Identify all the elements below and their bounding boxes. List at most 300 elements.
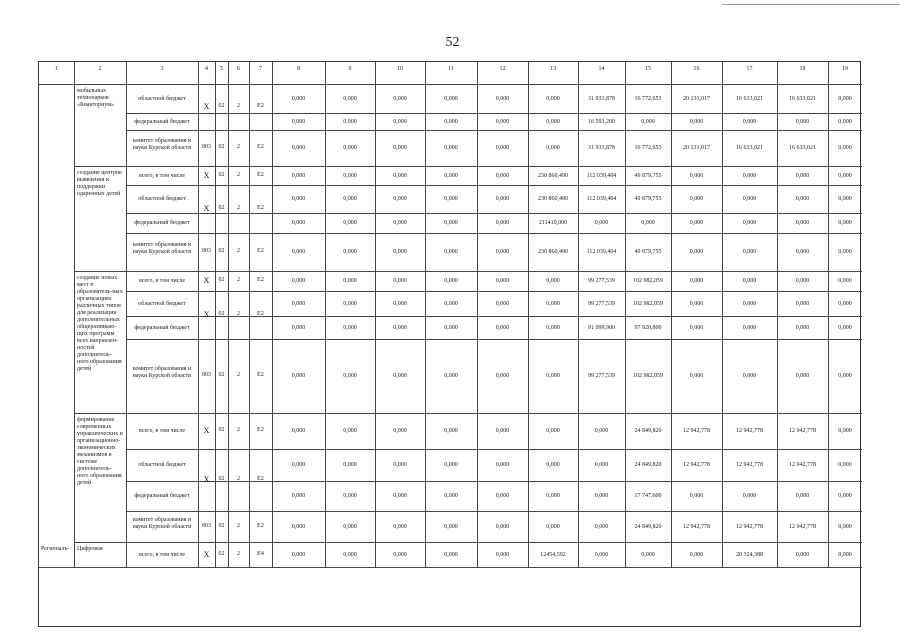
code-02: 02 <box>218 311 225 317</box>
grid-vline <box>272 62 273 84</box>
grid-vline <box>578 84 579 166</box>
grid-vline <box>126 166 127 271</box>
grid-vline <box>625 62 626 84</box>
grid-vline <box>425 62 426 84</box>
x-mark: Х <box>203 475 210 484</box>
grid-hline <box>198 449 272 450</box>
value-cell: 0,000 <box>393 551 407 558</box>
value-cell: 99 277,539 <box>588 278 615 284</box>
grid-vline <box>198 84 199 166</box>
grid-vline <box>272 84 273 166</box>
grid-vline <box>215 185 216 233</box>
grid-vline <box>74 84 75 166</box>
value-cell: 0,000 <box>343 172 357 179</box>
value-cell: 0,000 <box>291 278 306 284</box>
value-cell: 0,000 <box>495 118 510 125</box>
value-cell: 0,000 <box>594 493 609 499</box>
value-cell: 0,000 <box>495 462 510 468</box>
grid-vline <box>578 542 579 567</box>
grid-vline <box>325 542 326 567</box>
grid-vline <box>198 271 199 413</box>
value-cell: 0,000 <box>495 172 510 179</box>
value-cell: 24 849,820 <box>634 523 662 530</box>
grid-vline <box>722 84 723 166</box>
code-02: 02 <box>218 103 225 109</box>
grid-vline <box>477 84 478 166</box>
code-e: Е2 <box>257 144 264 150</box>
grid-hline <box>198 291 272 292</box>
value-cell: 0,000 <box>343 551 357 558</box>
grid-vline <box>249 233 250 271</box>
grid-vline <box>425 542 426 567</box>
grid-vline <box>625 166 626 271</box>
value-cell: 0,000 <box>641 551 655 558</box>
header-cell: 14 <box>598 66 605 72</box>
code-2: 2 <box>237 476 240 482</box>
grid-vline <box>777 542 778 567</box>
value-cell: 12 942,778 <box>736 462 763 468</box>
grid-vline <box>249 511 250 542</box>
value-cell: 91 099,900 <box>588 324 615 331</box>
grid-hline <box>74 271 862 272</box>
header-cell: 15 <box>645 66 651 72</box>
grid-vline <box>625 84 626 166</box>
value-cell: 0,000 <box>838 428 852 434</box>
value-cell: 0,000 <box>343 145 357 151</box>
row-label: всего, в том числе <box>138 551 186 558</box>
value-cell: 0,000 <box>393 220 407 226</box>
header-cell: 6 <box>237 66 240 72</box>
value-cell: 24 849,820 <box>634 428 662 434</box>
value-cell: 0,000 <box>594 523 609 530</box>
value-cell: 0,000 <box>444 278 458 284</box>
value-cell: 17 747,600 <box>634 493 662 499</box>
value-cell: 230 860,490 <box>538 196 568 202</box>
value-cell: 0,000 <box>343 428 357 434</box>
code-02: 02 <box>218 522 225 529</box>
grid-vline <box>215 166 216 185</box>
row-label: областной бюджет <box>138 300 186 307</box>
grid-vline <box>249 291 250 339</box>
value-cell: 0,000 <box>444 118 458 125</box>
value-cell: 0,000 <box>641 118 655 125</box>
code-02: 02 <box>218 277 225 283</box>
value-cell: 0,000 <box>444 249 458 255</box>
x-mark: Х <box>203 102 210 111</box>
row-label: федеральный бюджет <box>134 324 190 331</box>
value-cell: 0,000 <box>393 196 407 202</box>
value-cell: 0,000 <box>393 95 407 102</box>
grid-vline <box>228 291 229 339</box>
value-cell: 20 131,017 <box>683 95 710 102</box>
value-cell: 49 879,755 <box>634 196 662 202</box>
code-02: 02 <box>218 427 225 433</box>
grid-vline <box>528 271 529 413</box>
value-cell: 0,000 <box>838 523 852 530</box>
header-cell: 12 <box>499 66 506 72</box>
value-cell: 0,000 <box>795 220 810 226</box>
grid-vline <box>325 271 326 413</box>
value-cell: 0,000 <box>343 300 357 307</box>
code-803: 803 <box>202 248 211 254</box>
value-cell: 0,000 <box>546 324 560 331</box>
value-cell: 0,000 <box>838 172 852 179</box>
grid-vline <box>198 62 199 84</box>
grid-vline <box>828 62 829 84</box>
row-label: всего, в том числе <box>138 278 186 284</box>
value-cell: 0,000 <box>838 220 852 226</box>
grid-vline <box>228 84 229 130</box>
grid-vline <box>126 271 127 413</box>
value-cell: 112 039,404 <box>586 172 617 179</box>
grid-vline <box>215 62 216 84</box>
value-cell: 0,000 <box>495 95 510 102</box>
region-cell: Региональ- <box>41 546 70 552</box>
value-cell: 49 879,755 <box>634 172 662 179</box>
value-cell: 0,000 <box>838 551 852 558</box>
value-cell: 0,000 <box>742 324 757 331</box>
grid-vline <box>249 339 250 413</box>
value-cell: 0,000 <box>795 278 810 284</box>
x-mark: Х <box>203 310 210 319</box>
code-2: 2 <box>237 248 240 254</box>
value-cell: 0,000 <box>742 220 757 226</box>
grid-vline <box>74 62 75 84</box>
value-cell: 0,000 <box>495 220 510 226</box>
value-cell: 0,000 <box>291 220 306 226</box>
value-cell: 0,000 <box>689 220 704 226</box>
value-cell: 0,000 <box>795 551 810 558</box>
code-02: 02 <box>218 205 225 211</box>
value-cell: 0,000 <box>689 196 704 202</box>
grid-vline <box>228 542 229 567</box>
value-cell: 0,000 <box>495 428 510 434</box>
value-cell: 12 942,778 <box>683 428 710 434</box>
value-cell: 0,000 <box>343 249 357 255</box>
grid-vline <box>126 542 127 567</box>
grid-vline <box>828 542 829 567</box>
grid-vline <box>228 166 229 185</box>
value-cell: 0,000 <box>291 373 306 379</box>
value-cell: 112 039,404 <box>586 249 617 255</box>
grid-vline <box>228 339 229 413</box>
code-803: 803 <box>202 144 211 150</box>
row-label: комитет образования и науки Курской области <box>132 366 192 379</box>
value-cell: 0,000 <box>291 462 306 468</box>
value-cell: 0,000 <box>594 551 609 558</box>
grid-vline <box>249 185 250 233</box>
row-label: областной бюджет <box>138 462 186 468</box>
value-cell: 0,000 <box>594 428 609 434</box>
code-e: Е2 <box>257 205 264 211</box>
value-cell: 0,000 <box>689 172 704 179</box>
grid-vline <box>272 166 273 271</box>
grid-vline <box>722 413 723 542</box>
corner-rule <box>722 4 900 5</box>
value-cell: 0,000 <box>838 278 852 284</box>
value-cell: 0,000 <box>393 373 407 379</box>
value-cell: 0,000 <box>838 249 852 255</box>
value-cell: 0,000 <box>444 462 458 468</box>
grid-vline <box>325 413 326 542</box>
grid-vline <box>375 413 376 542</box>
x-mark: Х <box>203 426 210 435</box>
grid-vline <box>249 271 250 291</box>
value-cell: 0,000 <box>742 196 757 202</box>
grid-vline <box>228 130 229 166</box>
header-cell: 18 <box>799 66 806 72</box>
code-e: Е4 <box>257 550 264 557</box>
value-cell: 0,000 <box>838 373 852 379</box>
grid-vline <box>671 413 672 542</box>
grid-vline <box>828 413 829 542</box>
code-2: 2 <box>237 522 240 529</box>
grid-hline <box>39 567 862 568</box>
grid-vline <box>126 84 127 166</box>
grid-vline <box>375 62 376 84</box>
value-cell: 97 920,800 <box>634 324 662 331</box>
value-cell: 49 879,755 <box>634 249 662 255</box>
grid-vline <box>249 542 250 567</box>
code-02: 02 <box>218 550 225 557</box>
grid-hline <box>198 339 272 340</box>
value-cell: 0,000 <box>742 493 757 499</box>
code-e: Е2 <box>257 171 264 178</box>
value-cell: 0,000 <box>343 373 357 379</box>
value-cell: 0,000 <box>838 196 852 202</box>
header-cell: 3 <box>160 66 164 72</box>
measure-name: создание центров выявления и поддержки одаренных детей <box>77 170 122 197</box>
code-2: 2 <box>237 311 240 317</box>
value-cell: 0,000 <box>393 428 407 434</box>
value-cell: 0,000 <box>742 249 757 255</box>
value-cell: 12 942,778 <box>683 462 710 468</box>
code-02: 02 <box>218 476 225 482</box>
header-cell: 19 <box>842 66 848 72</box>
grid-vline <box>249 62 250 84</box>
value-cell: 0,000 <box>689 278 704 284</box>
grid-vline <box>625 271 626 413</box>
grid-hline <box>74 166 862 167</box>
value-cell: 0,000 <box>495 300 510 307</box>
value-cell: 0,000 <box>546 493 560 499</box>
header-cell: 8 <box>297 66 300 72</box>
x-mark: Х <box>203 170 210 180</box>
grid-vline <box>272 271 273 413</box>
value-cell: 0,000 <box>291 428 306 434</box>
grid-vline <box>215 233 216 271</box>
grid-vline <box>249 84 250 130</box>
value-cell: 230 860,490 <box>538 172 568 179</box>
value-cell: 24 849,820 <box>634 462 662 468</box>
value-cell: 0,000 <box>495 196 510 202</box>
grid-vline <box>671 271 672 413</box>
code-e: Е2 <box>257 476 264 482</box>
grid-vline <box>477 62 478 84</box>
value-cell: 0,000 <box>795 196 810 202</box>
code-02: 02 <box>218 144 225 150</box>
value-cell: 12 942,778 <box>789 462 816 468</box>
grid-vline <box>249 166 250 185</box>
value-cell: 16 772,653 <box>634 95 662 102</box>
value-cell: 0,000 <box>444 172 458 179</box>
value-cell: 31 933,878 <box>588 95 615 102</box>
value-cell: 0,000 <box>838 118 852 125</box>
header-cell: 11 <box>448 66 454 72</box>
row-label: областной бюджет <box>138 196 186 202</box>
value-cell: 12 942,778 <box>789 428 816 434</box>
grid-vline <box>625 542 626 567</box>
value-cell: 0,000 <box>742 278 757 284</box>
row-label: федеральный бюджет <box>134 493 190 499</box>
value-cell: 0,000 <box>393 172 407 179</box>
grid-vline <box>477 271 478 413</box>
grid-vline <box>228 233 229 271</box>
value-cell: 0,000 <box>641 220 655 226</box>
value-cell: 0,000 <box>343 493 357 499</box>
grid-vline <box>74 413 75 542</box>
header-cell: 10 <box>397 66 403 72</box>
value-cell: 0,000 <box>495 523 510 530</box>
value-cell: 0,000 <box>546 373 560 379</box>
grid-vline <box>722 542 723 567</box>
value-cell: 0,000 <box>795 172 810 179</box>
value-cell: 0,000 <box>546 462 560 468</box>
value-cell: 0,000 <box>838 462 852 468</box>
value-cell: 0,000 <box>343 278 357 284</box>
row-label: комитет образования и науки Курской области <box>132 242 192 255</box>
value-cell: 0,000 <box>546 523 560 530</box>
value-cell: 0,000 <box>444 220 458 226</box>
row-label: областной бюджет <box>138 95 186 102</box>
value-cell: 99 277,539 <box>588 373 615 379</box>
header-cell: 16 <box>693 66 700 72</box>
code-02: 02 <box>218 171 225 178</box>
row-label: всего, в том числе <box>138 172 186 179</box>
grid-vline <box>126 413 127 542</box>
grid-vline <box>375 166 376 271</box>
grid-vline <box>671 84 672 166</box>
grid-vline <box>375 271 376 413</box>
value-cell: 0,000 <box>546 95 560 102</box>
value-cell: 16 633,021 <box>736 95 763 102</box>
value-cell: 0,000 <box>795 373 810 379</box>
grid-vline <box>777 166 778 271</box>
grid-vline <box>828 84 829 166</box>
value-cell: 0,000 <box>546 278 560 284</box>
grid-vline <box>215 130 216 166</box>
value-cell: 20 324,388 <box>736 551 763 558</box>
value-cell: 0,000 <box>291 95 306 102</box>
code-02: 02 <box>218 248 225 254</box>
measure-name: Цифровая <box>77 546 103 552</box>
header-cell: 2 <box>98 66 102 72</box>
grid-vline <box>249 449 250 511</box>
grid-vline <box>578 62 579 84</box>
grid-vline <box>249 130 250 166</box>
header-cell: 7 <box>259 66 262 72</box>
row-label: федеральный бюджет <box>134 220 190 226</box>
value-cell: 0,000 <box>291 145 306 151</box>
value-cell: 0,000 <box>291 249 306 255</box>
value-cell: 0,000 <box>689 118 704 125</box>
header-cell: 13 <box>550 66 556 72</box>
value-cell: 102 982,059 <box>633 373 663 379</box>
grid-vline <box>375 84 376 166</box>
grid-vline <box>777 413 778 542</box>
code-2: 2 <box>237 427 240 433</box>
grid-vline <box>228 511 229 542</box>
value-cell: 0,000 <box>838 145 852 151</box>
value-cell: 0,000 <box>742 118 757 125</box>
value-cell: 0,000 <box>495 493 510 499</box>
value-cell: 0,000 <box>393 145 407 151</box>
value-cell: 0,000 <box>343 324 357 331</box>
value-cell: 0,000 <box>838 324 852 331</box>
grid-vline <box>671 542 672 567</box>
grid-vline <box>228 413 229 449</box>
value-cell: 102 982,059 <box>633 300 663 307</box>
value-cell: 0,000 <box>393 278 407 284</box>
grid-vline <box>74 271 75 413</box>
value-cell: 0,000 <box>343 196 357 202</box>
code-e: Е2 <box>257 103 264 109</box>
value-cell: 0,000 <box>495 249 510 255</box>
code-803: 803 <box>202 372 211 378</box>
value-cell: 0,000 <box>291 493 306 499</box>
row-label: комитет образования и науки Курской области <box>132 138 192 151</box>
grid-vline <box>228 185 229 233</box>
grid-vline <box>215 84 216 130</box>
value-cell: 0,000 <box>444 373 458 379</box>
code-2: 2 <box>237 372 240 378</box>
page-number: 52 <box>445 35 460 50</box>
x-mark: Х <box>203 276 210 285</box>
measure-name: мобильных технопарков «Кванториум» <box>77 88 115 108</box>
grid-vline <box>671 62 672 84</box>
grid-vline <box>477 413 478 542</box>
value-cell: 0,000 <box>689 373 704 379</box>
value-cell: 0,000 <box>742 373 757 379</box>
value-cell: 0,000 <box>393 249 407 255</box>
grid-vline <box>477 542 478 567</box>
grid-vline <box>777 62 778 84</box>
value-cell: 0,000 <box>689 300 704 307</box>
grid-vline <box>126 62 127 84</box>
measure-name: создание новых мест в образователь-ных организациях различных типов для реализации дополнительных общеразвиваю-щих программ всех направлен-ностей дополнитель-ного образования детей <box>77 275 123 372</box>
row-label: всего, в том числе <box>138 428 186 434</box>
value-cell: 12 942,778 <box>736 523 763 530</box>
value-cell: 0,000 <box>495 324 510 331</box>
grid-vline <box>198 166 199 271</box>
code-02: 02 <box>218 372 225 378</box>
value-cell: 0,000 <box>444 196 458 202</box>
value-cell: 0,000 <box>689 249 704 255</box>
row-label: комитет образования и науки Курской области <box>132 516 192 530</box>
value-cell: 0,000 <box>444 523 458 530</box>
grid-vline <box>215 271 216 291</box>
value-cell: 0,000 <box>393 462 407 468</box>
header-cell: 1 <box>55 66 58 72</box>
value-cell: 102 982,059 <box>633 278 663 284</box>
value-cell: 16 633,021 <box>736 145 763 151</box>
grid-vline <box>215 413 216 449</box>
value-cell: 0,000 <box>343 118 357 125</box>
value-cell: 12 942,778 <box>683 523 710 530</box>
value-cell: 16 593,200 <box>588 118 615 125</box>
value-cell: 20 131,017 <box>683 145 710 151</box>
value-cell: 0,000 <box>546 428 560 434</box>
